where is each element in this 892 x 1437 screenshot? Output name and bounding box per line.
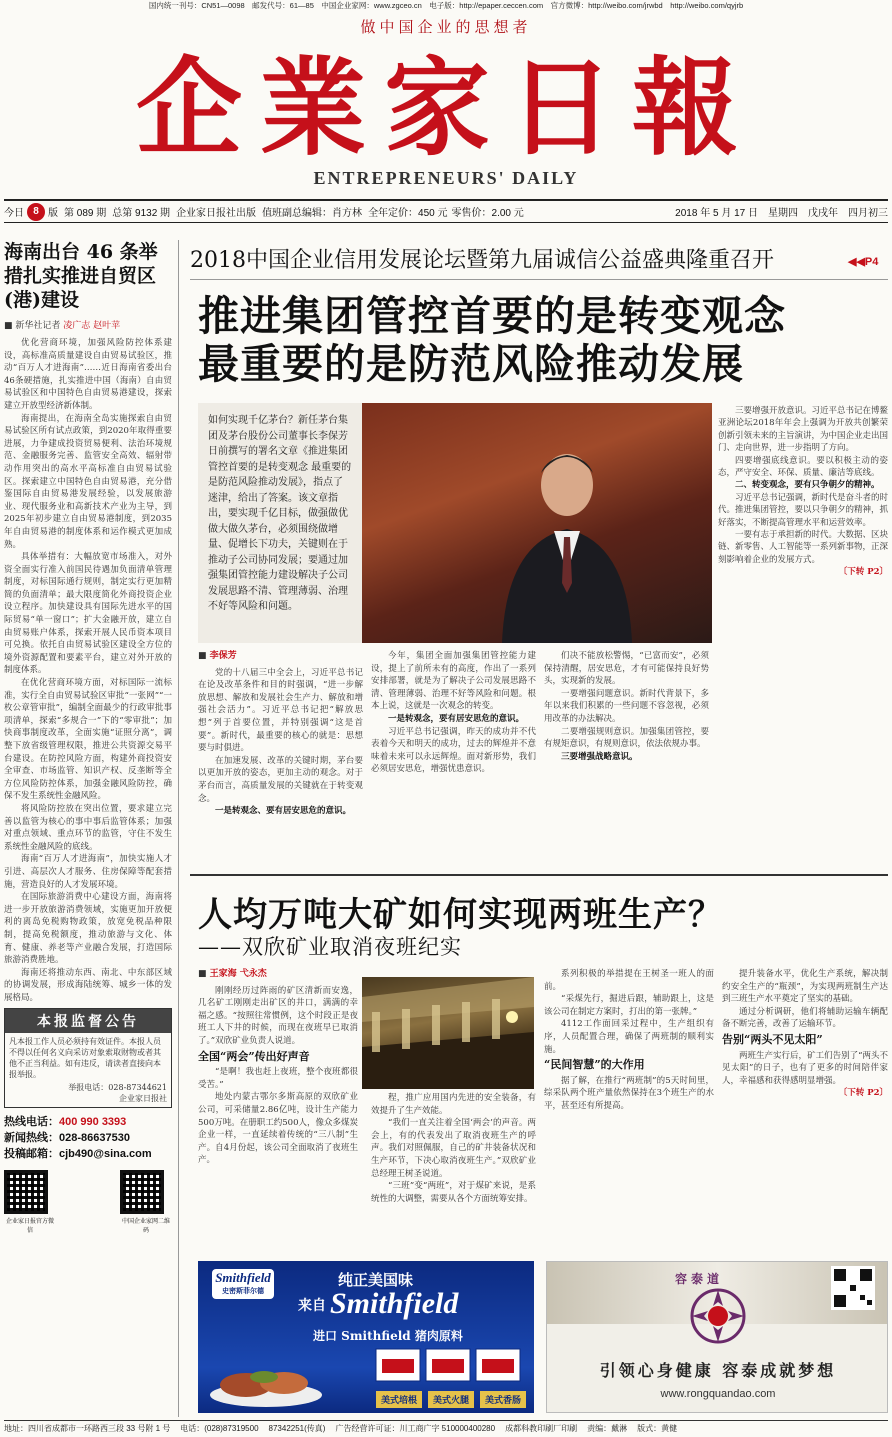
mine-continue-ref[interactable]: 〔下转 P2〕 — [838, 1088, 888, 1099]
person-silhouette — [492, 433, 642, 643]
mine-paragraph: 程，推广应用国内先进的安全装备，有效提升了生产效能。 — [371, 1093, 536, 1116]
footer-fax: 87342251(传真) — [268, 1424, 326, 1433]
left-paragraph: 海南“百万人才进海南”，加快实施人才引进、高层次人才服务、住房保障等配套措施，营造良好的人才发展环境。 — [4, 854, 172, 890]
lead-paragraph: 党的十八届三中全会上，习近平总书记在论及改革条件和目的时强调，“进一步解放思想、解放和发展社会生产力、解放和增强社会活力”。习近平总书记把“解放思想”列于首要位置，并特别强调“这是首要”。新时代，最重要的核心的就是：思想要与时俱进。 — [198, 667, 363, 754]
mine-paragraph: 提升装备水平，优化生产系统，解决制约安全生产的“瓶颈”，为实现两班制生产达到三班生产水平奠定了坚实的基础。 — [722, 969, 888, 1005]
footer-designer: 版式：黄健 — [637, 1424, 678, 1433]
ad1-tag: 美式火腿 — [428, 1391, 474, 1408]
newsline-number[interactable]: 028-86637530 — [59, 1132, 130, 1145]
today-label: 今日 — [4, 208, 24, 219]
email-address[interactable]: cjb490@sina.com — [59, 1148, 152, 1161]
slogan: 做中国企业的思想者 — [360, 18, 532, 36]
lead-body-column-2 — [371, 650, 536, 776]
page-count-badge: 8 — [27, 203, 45, 221]
mine-paragraph: 通过分析调研，他们将辅助运输车辆配备不断完善，改善了运输环节。 — [722, 1006, 888, 1030]
food-platter-icon — [206, 1343, 326, 1409]
hotline-number[interactable]: 400 990 3393 — [59, 1116, 127, 1129]
footer-editor: 责编：戴淋 — [587, 1424, 628, 1433]
issue-number: 第 089 期 — [64, 208, 107, 219]
footer-phone: 电话：(028)87319500 — [180, 1424, 259, 1433]
footer-printer: 成都科教印刷厂印刷 — [505, 1424, 578, 1433]
mine-story-subheadline: ——双欣矿业取消夜班纪实 — [198, 935, 462, 959]
lead-right-paragraph: 三要增强开放意识。习近平总书记在博鳌亚洲论坛2018年年会上强调为开放共创繁荣创新引领未来的主旨演讲，为中国企业走出国门、走向世界，进一步指明了方向。 — [718, 406, 889, 454]
left-paragraph: 具体举措有：大幅放宽市场准入，对外资全面实行准入前国民待遇加负面清单管理制度，对标国际通行规则，制定实行更加精简的负面清单；最大限度简化外商投资企业设立程序。加快建设具有国际先进水平的国际贸易“单一窗口”；扩大金融开放，建立自由贸易账户体系，探索开展人民币资本项目可兑换。依托自由贸易试验区建设全方位的境外资源配置和要素平台，建立对外开放的制度体系。 — [4, 552, 172, 676]
issue-date: 2018 年 5 月 17 日 星期四 戊戌年 四月初三 — [675, 208, 888, 219]
left-paragraph: 在国际旅游消费中心建设方面，海南将进一步开放旅游消费领域，实施更加开放便利的离岛免税购物政策，放宽免税品种限制，提高免税额度，推动旅游与文化、体育、健康、养老等产业融合发展，打造国际旅游消费胜地。 — [4, 892, 172, 966]
mine-paragraph: “三班”变“两班”，对于煤矿来说，是系统性的大调整，需要从各个方面统筹安排。 — [371, 1181, 536, 1204]
lead-author: ■ 李保芳 — [198, 651, 237, 661]
left-paragraph: 优化营商环境，加强风险防控体系建设，高标准高质量建设自由贸易试验区，推动“百万人才进海南”……近日海南省委出台46条硬措施，扎实推进中国（海南）自由贸易试验区和中国特色自由贸易港建设，探索建立开放型经济新体制。 — [4, 338, 172, 411]
mine-author: ■ 王家海 弋永杰 — [198, 969, 267, 979]
coal-mine-photo — [362, 977, 534, 1089]
wechat-qr-code[interactable] — [4, 1170, 48, 1214]
mine-paragraph: 4112工作面回采过程中，生产组织有序，人员配置合理，确保了两班制的顺利实施。 — [544, 1019, 714, 1055]
edition-suffix: 版 — [48, 208, 58, 219]
mine-paragraph: 刚刚经历过阵雨的矿区清新而安逸，几名矿工刚刚走出矿区的井口，满满的幸福之感。“按照往常惯例，这个时段正是夜班工人下井的时候，而现在夜班早已取消了。”双欣矿业负责人说道。 — [198, 985, 358, 1046]
lead-headline-line2: 最重要的是防范风险推动发展 — [198, 340, 744, 388]
lead-body-column-1 — [198, 650, 363, 818]
lead-intro-box: 如何实现千亿茅台？新任茅台集团及茅台股份公司董事长李保芳日前撰写的署名文章《推进集团管控首要的是转变观念 最重要的是防范风险推动发展》，指点了迷津，给出了答案。该文章指出，要实现千亿目标，做强做优做大做久茅台，必须围绕做增量、促增长下功夫，关键则在于推动子公司协同发展；要通过加强集团管控能力建设解决子公司发展思路不清、管理薄弱、治理不好等风险和问题。 — [198, 403, 362, 643]
report-phone: 举报电话：028-87344621 — [68, 1083, 167, 1093]
mine-column-2 — [371, 1092, 536, 1205]
lead-headline-line1: 推进集团管控首要的是转变观念 — [198, 292, 786, 340]
email-label: 投稿邮箱： — [4, 1148, 59, 1161]
mine-story-headline[interactable]: 人均万吨大矿如何实现两班生产？ — [198, 895, 723, 935]
mine-subheading: 告别“两头不见太阳” — [722, 1032, 823, 1046]
mine-subheading: 全国“两会”传出好声音 — [198, 1049, 310, 1063]
lead-continue-ref[interactable]: 〔下转 P2〕 — [838, 567, 888, 578]
top-info-line: 国内统一刊号：CN51—0098 邮发代号：61—85 中国企业家网：www.zgceo.cn 电子版：http://epaper.ceccen.com 官方微博：http://weibo.com/jrwbd http://weibo.com/qyjrb — [148, 1, 744, 10]
lead-subheading: 二、转变观念，要有只争朝夕的精神。 — [735, 480, 880, 491]
annual-price: 全年定价：450 元 — [368, 208, 448, 219]
smithfield-logo: Smithfield 史密斯菲尔德 — [212, 1269, 274, 1299]
byline-prefix: ■ 新华社记者 — [4, 321, 61, 331]
publisher: 企业家日报社出版 — [176, 208, 257, 219]
section-divider — [190, 874, 888, 876]
contact-block — [4, 1114, 172, 1162]
lead-subheading: 三要增强战略意识。 — [561, 751, 638, 762]
rongtaidao-advertisement[interactable] — [546, 1261, 888, 1413]
lead-paragraph: 一要增强问题意识。新时代背景下，多年以来我们积累的一些问题不容忽视，必须用改革的办法解决。 — [544, 688, 709, 724]
qr-label: 企业家日报官方微信 — [5, 1218, 54, 1235]
lead-right-paragraph: 一要有志于承担新的时代。大数据、区块链、新零售、人工智能等一系列新事物，正深刻影响着企业的发展方式。 — [718, 530, 889, 565]
left-headline[interactable]: 海南出台 46 条举措扎实推进自贸区(港)建设 — [4, 241, 158, 311]
mine-column-4 — [722, 968, 888, 1100]
mine-paragraph: “采煤先行，掘进后跟，辅助跟上，这是该公司在制定方案时，打出的第一张牌。” — [544, 994, 714, 1017]
lead-right-column — [718, 405, 888, 579]
supervision-body: 凡本报工作人员必须持有效证件。本报人员不得以任何名义向采访对象索取财物或者其他不正当利益。如有违反，请读者直接向本报举报。 — [9, 1037, 161, 1080]
footer-address: 地址：四川省成都市一环路西三段 33 号附 1 号 — [4, 1424, 171, 1433]
masthead-logo: 企業家日報 — [136, 45, 756, 170]
lead-paragraph: 在加速发展、改革的关键时期，茅台要以更加开放的姿态，更加主动的观念。对于茅台而言，高质量发展的关键就在于转变观念。 — [198, 755, 363, 804]
ad1-line2: 来自 — [298, 1298, 326, 1314]
total-issue: 总第 9132 期 — [112, 208, 171, 219]
ad1-tag-list — [376, 1391, 526, 1408]
ad1-tag: 美式培根 — [376, 1391, 422, 1408]
lead-right-paragraph: 习近平总书记强调，新时代是奋斗者的时代。推进集团管控，要以只争朝夕的精神，抓好落实，不断提高管理水平和运营效率。 — [718, 492, 889, 528]
product-packs-icon — [374, 1345, 524, 1385]
footer-bar — [4, 1420, 888, 1436]
left-byline — [4, 318, 172, 331]
mine-paragraph: 系列积极的举措提在王树圣一班人的面前。 — [544, 969, 714, 992]
chairman-portrait-photo — [362, 403, 712, 643]
ad1-line1: 纯正美国味 — [338, 1271, 414, 1289]
divider — [190, 279, 888, 280]
ad2-slogan: 引领心身健康 容泰成就梦想 — [599, 1361, 837, 1380]
left-column — [4, 240, 179, 1417]
lead-subheading: 一是转观念，要有居安思危的意识。 — [388, 713, 525, 724]
lead-paragraph: 二要增强规则意识。加强集团管控，要有规矩意识，有规则意识，依法依规办事。 — [544, 726, 709, 750]
left-article-body — [4, 337, 172, 1004]
left-paragraph: 海南还将推动东西、南北、中东部区域的协调发展，形成海陆统筹、城乡一体的发展格局。 — [4, 967, 172, 1003]
mine-paragraph: 两班生产实行后，矿工们告别了“两头不见太阳”的日子，也有了更多的时间陪伴家人，幸福感和获得感明显增强。 — [722, 1050, 888, 1086]
lead-headline[interactable] — [198, 292, 888, 388]
forum-banner-headline[interactable]: 2018中国企业信用发展论坛暨第九届诚信公益盛典隆重召开 — [190, 248, 774, 273]
ad1-tag: 美式香肠 — [480, 1391, 526, 1408]
lead-right-paragraph: 四要增强底线意识。要以积极主动的姿态，严守安全、环保、质量、廉洁等底线。 — [718, 455, 888, 479]
left-paragraph: 将风险防控放在突出位置，要求建立完善以监管为核心的事中事后监管体系；加强对重点领域、重点环节的监管，守住不发生系统性金融风险的底线。 — [4, 803, 172, 852]
rongtaidao-logo-icon — [683, 1286, 753, 1346]
ad2-brand-name: 容泰道 — [675, 1272, 724, 1286]
mine-paragraph: “我们一直关注着全国‘两会’的声音。两会上，有的代表发出了取消夜班生产的呼声。我们对照佩服，自己的矿井装备状况和生产环节，下决心取消夜班生产。”双欣矿业总经理王树圣说道。 — [371, 1118, 536, 1179]
english-title: ENTREPRENEURS' DAILY — [313, 168, 579, 188]
mine-paragraph: 据了解，在推行“两班制”的5天时间里，综采队两个班产量依然保持在3个班生产的水平，甚至还有所提高。 — [544, 1075, 714, 1111]
mine-column-3 — [544, 968, 714, 1113]
mine-tunnel-illustration — [362, 977, 534, 1089]
smithfield-advertisement[interactable] — [198, 1261, 534, 1413]
lead-paragraph: 习近平总书记强调，昨天的成功并不代表着今天和明天的成功，过去的辉煌并不意味着未来可以永远辉煌。面对新形势，我们必须居安思危，增强忧患意识。 — [371, 726, 536, 775]
qr-label: 中国企业家网二维码 — [121, 1218, 170, 1235]
supervision-notice — [4, 1008, 172, 1108]
mine-paragraph: “是啊！我也赶上夜班，整个夜班都很受苦。” — [198, 1067, 358, 1090]
hotline-label: 热线电话： — [4, 1116, 59, 1129]
banner-page-ref[interactable]: ◀◀P4 — [848, 256, 879, 268]
single-price: 零售价：2.00 元 — [451, 208, 524, 219]
date-bar — [4, 199, 888, 223]
newsline-label: 新闻热线： — [4, 1132, 59, 1145]
qr-row — [4, 1170, 172, 1234]
ad1-brand-big: Smithfield — [330, 1287, 459, 1320]
lead-paragraph: 今年，集团全面加强集团管控能力建设，提上了前所未有的高度，作出了一系列安排部署，就是为了解决子公司发展思路不清、管理薄弱、治理不好等风险和问题。根本上说，这就是一次观念的转变。 — [371, 651, 536, 712]
footer-license: 广告经营许可证：川工商广字 510000400280 — [335, 1424, 496, 1433]
ad1-line3: 进口 Smithfield 猪肉原料 — [313, 1329, 463, 1343]
lead-subheading: 一是转观念、要有居安思危的意识。 — [215, 806, 352, 817]
lead-paragraph: 们决不能放松警惕，“已富而安”，必须保持清醒，居安思危，才有可能保持良好势头，实现新的发展。 — [544, 651, 709, 687]
mine-paragraph: 地处内蒙古鄂尔多斯高原的双欣矿业公司，可采储量2.86亿吨，设计生产能力500万吨。在册职工约500人，像众多煤炭企业一样，一直延续着传统的“三八制”生产。自4月份起，该公司全面取消了夜班生产。 — [198, 1092, 358, 1166]
ad2-url[interactable]: www.rongquandao.com — [660, 1388, 776, 1400]
ad2-qr-code[interactable] — [831, 1266, 875, 1310]
website-qr-code[interactable] — [120, 1170, 164, 1214]
byline-names: 凌广志 赵叶苹 — [63, 321, 121, 331]
report-org: 企业家日报社 — [119, 1094, 167, 1104]
lead-body-column-3 — [544, 650, 709, 763]
mine-column-1 — [198, 968, 358, 1167]
left-paragraph: 海南提出，在海南全岛实施探索自由贸易试验区所有试点政策，到2020年取得重要进展，力争建成投资贸易便利、法治环境规范、金融服务完善、监管安全高效、辐射带动作用突出的高水平高标准自由贸易试验区。探索建立中国特色自由贸易港，充分借鉴国际自由贸易港发展经验，以发展旅游业、现代服务业和高新技术产业为主导，到2025年初步建立自由贸易港制度，到2035年自由贸易港的制度体系和运作模式更加成熟。 — [4, 413, 172, 550]
duty-editor: 值班副总编辑：肖方林 — [262, 208, 363, 219]
supervision-title: 本报监督公告 — [5, 1009, 171, 1033]
left-paragraph: 在优化营商环境方面，对标国际一流标准，实行全自由贸易试验区审批“一张网”“一枚公章管审批”，编制全面最少的行政审批事项清单，探索“多规合一”下的“零审批”；加快商事制度改革，全面实施“证照分离”，调整下放省级管理权限，推进公共资源交易平台建设。在防控风险方面，构建外商投资安全审查、市场监管、知识产权、反垄断等全方位风险防控体系，加强金融风险防控，确保不发生系统性金融风险。 — [4, 678, 172, 802]
mine-subheading: “民间智慧”的大作用 — [544, 1058, 645, 1072]
